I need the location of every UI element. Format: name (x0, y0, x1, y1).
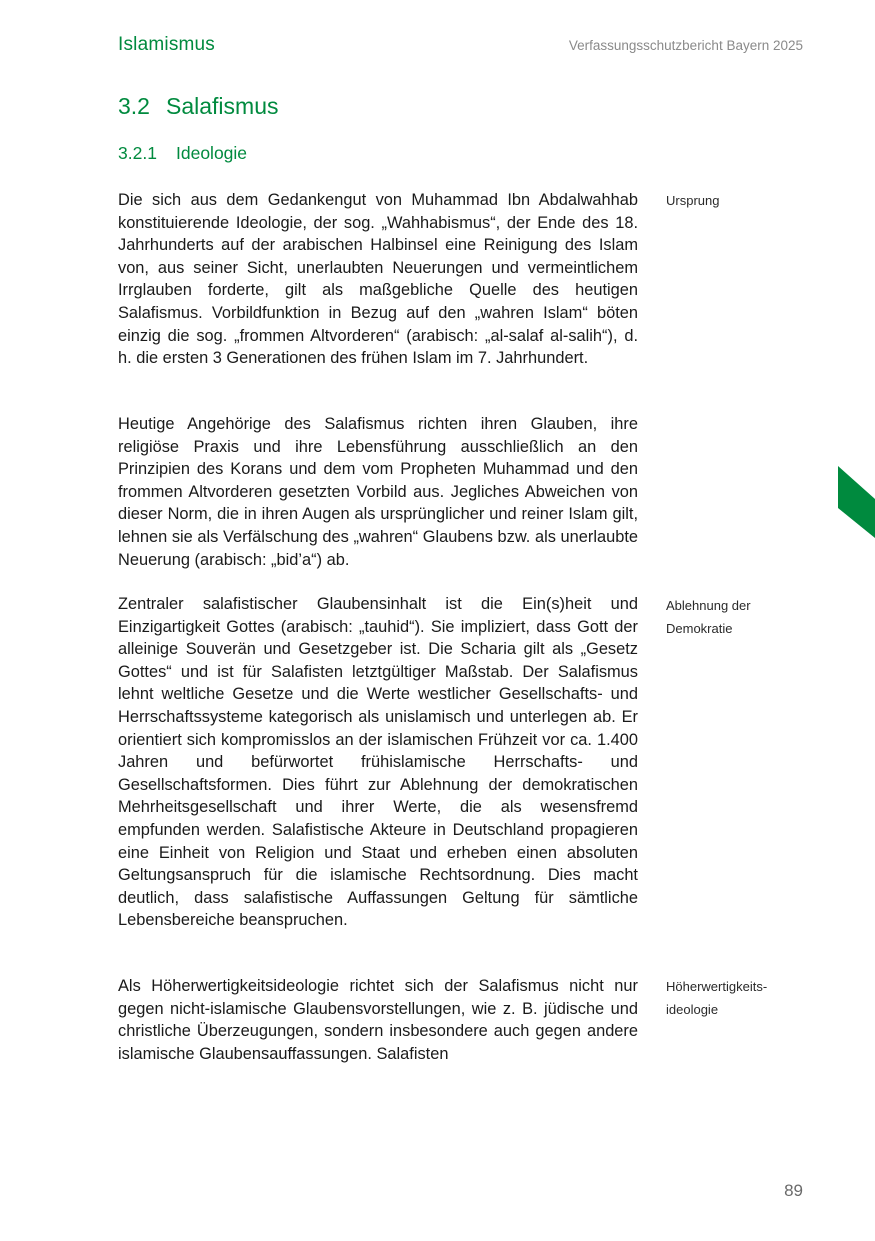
section-title: Salafismus (166, 93, 279, 119)
section-heading (118, 93, 278, 120)
section-number: 3.2 (118, 93, 150, 119)
header-section-title: Islamismus (118, 34, 216, 55)
subsection-title: Ideologie (176, 143, 248, 163)
paragraph-democracy: Zentraler salafistischer Glaubensinhalt ist die Ein(s)heit und Einzigartigkeit Gottes (arabisch: „tauhid“). Sie impliziert, dass Gott der alleinige Souverän und Gesetzgeber ist. Die Scharia gilt als „Gesetz Gottes“ und ist für Salafisten letztgültiger Maßstab. Der Salafismus lehnt weltliche Gesetze und die Werte westlicher Gesellschafts- und Herrschaftssysteme kategorisch als unislamisch und unterlegen ab. Er orientiert sich kompromisslos an der islamischen Frühzeit vor ca. 1.400 Jahren und befürwortet frühislamische Herrschafts- und Gesellschaftsformen. Dies führt zur Ablehnung der demokratischen Mehrheitsgesellschaft und ihrer Werte, die als wesensfremd empfunden werden. Salafistische Akteure in Deutschland propagieren eine Einheit von Religion und Staat und erheben einen absoluten Geltungsanspruch für die islamische Rechtsordnung. Dies macht deutlich, dass salafistische Auffassungen Geltung für sämtliche Lebensbereiche beanspruchen. (118, 595, 638, 930)
page-number: 89 (784, 1181, 803, 1200)
margin-note-origin: Ursprung (666, 193, 720, 208)
paragraph-superiority: Als Höherwertigkeitsideologie richtet sich der Salafismus nicht nur gegen nicht-islamische Glaubensvorstellungen, wie z. B. jüdische und christliche Überzeugungen, sondern insbesondere auch gegen andere islamische Glaubensauffassungen. Salafisten (118, 977, 638, 1063)
paragraph-practice: Heutige Angehörige des Salafismus richten ihren Glauben, ihre religiöse Praxis und ihre Lebensführung ausschließlich an den Prinzipien des Korans und dem vom Propheten Muhammad und den frommen Altvorderen gesetzten Vorbild aus. Jegliches Abweichen von dieser Norm, die in ihren Augen als ursprünglicher und reiner Islam gilt, lehnen sie als Verfälschung des „wahren“ Glaubens bzw. als unerlaubte Neuerung (arabisch: „bid’a“) ab. (118, 415, 638, 569)
subsection-number: 3.2.1 (118, 143, 157, 163)
header-report-title: Verfassungsschutzbericht Bayern 2025 (568, 38, 803, 53)
chapter-tab-marker (838, 466, 875, 538)
margin-note-superiority: Höherwertigkeits- ideologie (666, 979, 768, 1017)
subsection-heading (118, 143, 247, 164)
margin-note-democracy: Ablehnung der Demokratie (666, 598, 751, 636)
paragraph-origin: Die sich aus dem Gedankengut von Muhammad Ibn Abdalwahhab konstituierende Ideologie, der sog. „Wahhabismus“, der Ende des 18. Jahrhunderts auf der arabischen Halbinsel eine Reinigung des Islam von, aus seiner Sicht, unerlaubten Neuerungen und vermeintlichem Irrglauben forderte, gilt als maßgebliche Quelle des heutigen Salafismus. Vorbildfunktion in Bezug auf den „wahren Islam“ böten einzig die sog. „frommen Altvorderen“ (arabisch: „al-salaf al-salih“), d. h. die ersten 3 Generationen des frühen Islam im 7. Jahrhundert. (118, 191, 638, 368)
